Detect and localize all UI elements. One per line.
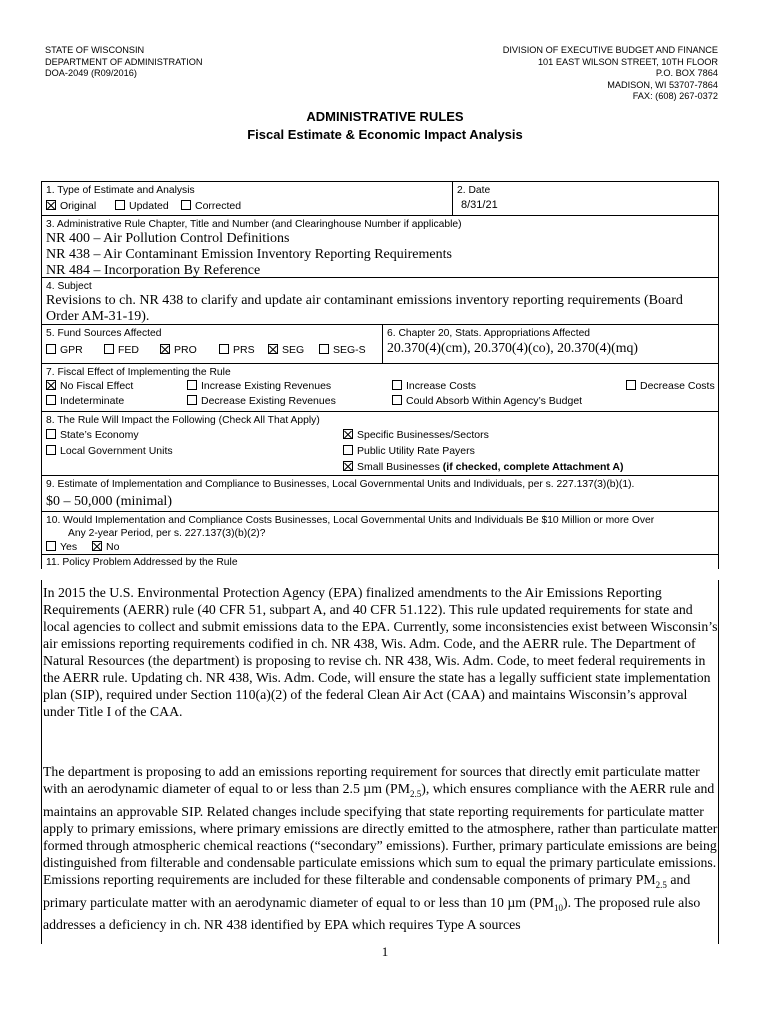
section-label: 5. Fund Sources Affected — [46, 328, 162, 339]
checkbox-specific-businesses[interactable] — [343, 429, 489, 441]
section-label: 2. Date — [457, 185, 491, 196]
checkbox-prs[interactable] — [219, 344, 255, 356]
estimate-value: $0 – 50,000 (minimal) — [46, 494, 172, 509]
checkbox-label: Small Businesses — [357, 461, 440, 473]
checkbox-pro[interactable] — [160, 344, 197, 356]
header-division — [503, 45, 718, 103]
section-implementation-estimate — [42, 476, 718, 512]
checkbox-box[interactable] — [181, 200, 191, 210]
checkbox-decrease-costs[interactable] — [626, 380, 715, 392]
checkbox-seg[interactable] — [268, 344, 304, 356]
header-right-line: 101 EAST WILSON STREET, 10TH FLOOR — [537, 56, 718, 67]
checkbox-label: Specific Businesses/Sectors — [357, 429, 489, 441]
rule-line: NR 400 – Air Pollution Control Definitions — [46, 231, 290, 246]
checkbox-box[interactable] — [46, 200, 56, 210]
checkbox-corrected[interactable] — [181, 200, 241, 212]
checkbox-label: Indeterminate — [60, 395, 125, 407]
section-fiscal-effect — [42, 364, 718, 412]
attachment-note: (if checked, complete Attachment A) — [442, 461, 624, 473]
checkbox-box[interactable] — [46, 344, 56, 354]
section-label: 10. Would Implementation and Compliance Costs Businesses, Local Governmental Units and Individuals Be $10 Million or more Over — [46, 515, 655, 526]
checkbox-label: FED — [118, 344, 139, 356]
checkbox-increase-costs[interactable] — [392, 380, 476, 392]
checkbox-box[interactable] — [46, 429, 56, 439]
header-right-line: MADISON, WI 53707-7864 — [607, 79, 718, 90]
checkbox-label: State’s Economy — [60, 429, 139, 441]
section-subject — [42, 278, 718, 325]
checkbox-box[interactable] — [187, 380, 197, 390]
section-ten-million — [42, 512, 718, 555]
checkbox-label: Original — [60, 200, 97, 212]
page-title: ADMINISTRATIVE RULES — [306, 109, 464, 124]
checkbox-box[interactable] — [392, 380, 402, 390]
checkbox-absorb-budget[interactable] — [392, 395, 582, 407]
checkbox-utility-rate-payers[interactable] — [343, 445, 475, 457]
checkbox-label: SEG — [282, 344, 305, 356]
checkbox-box[interactable] — [46, 380, 56, 390]
row-type-date — [42, 182, 718, 216]
section-rule-impact — [42, 412, 718, 476]
section-label: 1. Type of Estimate and Analysis — [46, 185, 195, 196]
checkbox-box[interactable] — [343, 461, 353, 471]
checkbox-box[interactable] — [343, 445, 353, 455]
checkbox-label: PRO — [174, 344, 197, 356]
header-agency — [45, 45, 203, 80]
section-label: 8. The Rule Will Impact the Following (Check All That Apply) — [46, 415, 320, 426]
header-right-line: P.O. BOX 7864 — [655, 68, 718, 78]
checkbox-fed[interactable] — [104, 344, 139, 356]
section-label-continued: Any 2-year Period, per s. 227.137(3)(b)(2)? — [68, 528, 266, 539]
checkbox-box[interactable] — [392, 395, 402, 405]
header-right-line: FAX: (608) 267-0372 — [632, 91, 718, 101]
subject-value: Revisions to ch. NR 438 to clarify and update air contaminant emissions inventory reporting requirements (Board Order AM-31-19). — [46, 293, 683, 324]
paragraph-text: The department is proposing to add an emissions reporting requirement for sources that directly emit particulate matter with an aerodynamic diameter of equal to or less than 2.5 µm (PM — [43, 764, 700, 796]
checkbox-decrease-revenues[interactable] — [187, 395, 336, 407]
checkbox-label: PRS — [233, 344, 255, 356]
paragraph-text: ), which ensures compliance with the AERR rule and maintains an approvable SIP. Related changes include specifying that state reporting requirements for particulate matter apply to primary emissions, where primary emissions are directly emitted to the atmosphere, rather than particulate matter formed through atmospheric chemical reactions (“secondary” emissions). Further, primary particulate emissions are being distinguished from filterable and condensable particulate emissions which sum to equal the primary particulate emissions. Emissions reporting requirements are included for these filterable and condensable components of primary PM — [43, 781, 718, 887]
checkbox-label: Corrected — [195, 200, 242, 212]
checkbox-box[interactable] — [219, 344, 229, 354]
section-label: 4. Subject — [46, 281, 92, 292]
checkbox-box[interactable] — [343, 429, 353, 439]
page-subtitle: Fiscal Estimate & Economic Impact Analysis — [247, 127, 523, 142]
checkbox-label: GPR — [60, 344, 83, 356]
section-policy-problem — [42, 555, 718, 569]
checkbox-no[interactable] — [92, 541, 119, 553]
header-right-line: DIVISION OF EXECUTIVE BUDGET AND FINANCE — [502, 45, 718, 55]
checkbox-box[interactable] — [46, 541, 56, 551]
header-left-line: STATE OF WISCONSIN — [45, 45, 145, 55]
policy-paragraph-2 — [43, 763, 719, 933]
section-date — [453, 182, 498, 211]
paragraph-text: ). The proposed rule also addresses a deficiency in ch. NR 438 identified by EPA which requires Type A sources — [43, 894, 701, 933]
checkbox-label: Updated — [129, 200, 169, 212]
checkbox-label: Decrease Costs — [640, 380, 715, 392]
checkbox-indeterminate[interactable] — [46, 395, 124, 407]
subscript: 10 — [554, 902, 563, 913]
section-fund-sources — [42, 325, 383, 364]
checkbox-label: SEG-S — [333, 344, 366, 356]
checkbox-label: Decrease Existing Revenues — [201, 395, 336, 407]
checkbox-box[interactable] — [319, 344, 329, 354]
checkbox-yes[interactable] — [46, 541, 77, 553]
checkbox-label: Public Utility Rate Payers — [357, 445, 475, 457]
header-left-line: DOA-2049 (R09/2016) — [45, 68, 137, 78]
checkbox-box[interactable] — [115, 200, 125, 210]
checkbox-label: Local Government Units — [60, 445, 173, 457]
checkbox-states-economy[interactable] — [46, 429, 139, 441]
row-fund-appropriations — [42, 325, 718, 364]
checkbox-seg-s[interactable] — [319, 344, 366, 356]
checkbox-box[interactable] — [92, 541, 102, 551]
checkbox-box[interactable] — [46, 445, 56, 455]
checkbox-box[interactable] — [268, 344, 278, 354]
checkbox-label: Yes — [60, 541, 78, 553]
policy-paragraph-1: In 2015 the U.S. Environmental Protection Agency (EPA) finalized amendments to the Air Emissions Reporting Requirements (AERR) rule (40 CFR 51, subpart A, and 40 CFR 51.122). This rule updated requirements for state and local agencies to collect and submit emissions data to the EPA. Currently, some inconsistencies exist between Wisconsin’s air emissions reporting requirements codified in ch. NR 438, Wis. Adm. Code, and the AERR rule. The Department of Natural Resources (the department) is proposing to revise ch. NR 438, Wis. Adm. Code, to meet federal requirements in the AERR rule. Updating ch. NR 438, Wis. Adm. Code, will ensure the state has a legally sufficient state implementation plan (SIP), required under Section 110(a)(2) of the federal Clean Air Act (CAA) and maintains Wisconsin’s approval under Title I of the CAA. — [43, 585, 718, 719]
checkbox-local-government[interactable] — [46, 445, 173, 457]
fiscal-estimate-form — [41, 181, 719, 569]
checkbox-small-businesses[interactable] — [343, 461, 623, 473]
section-label: 6. Chapter 20, Stats. Appropriations Affected — [387, 328, 591, 339]
checkbox-label: Increase Existing Revenues — [201, 380, 332, 392]
checkbox-box[interactable] — [187, 395, 197, 405]
checkbox-label: Increase Costs — [406, 380, 477, 392]
checkbox-label: No — [106, 541, 120, 553]
section-label: 11. Policy Problem Addressed by the Rule — [46, 557, 238, 568]
checkbox-no-fiscal-effect[interactable] — [46, 380, 133, 392]
right-border — [718, 580, 719, 944]
checkbox-box[interactable] — [160, 344, 170, 354]
section-label: 9. Estimate of Implementation and Compliance to Businesses, Local Governmental Units and Individuals, per s. 227.137(3)(b)(1). — [46, 479, 635, 490]
left-border — [41, 580, 42, 944]
checkbox-updated[interactable] — [115, 200, 169, 212]
checkbox-box[interactable] — [626, 380, 636, 390]
header-left-line: DEPARTMENT OF ADMINISTRATION — [45, 56, 203, 67]
subscript: 2.5 — [409, 788, 422, 799]
section-type — [42, 182, 453, 216]
section-appropriations — [383, 325, 718, 356]
checkbox-label: Could Absorb Within Agency’s Budget — [406, 395, 583, 407]
date-value: 8/31/21 — [461, 199, 498, 211]
checkbox-increase-revenues[interactable] — [187, 380, 331, 392]
section-rule-chapter — [42, 216, 718, 278]
checkbox-box[interactable] — [46, 395, 56, 405]
checkbox-original[interactable] — [46, 200, 96, 212]
paragraph-text: and primary particulate matter with an aerodynamic diameter of equal to or less than 10 µm (PM — [43, 871, 691, 910]
checkbox-gpr[interactable] — [46, 344, 83, 356]
page-number: 1 — [381, 944, 389, 959]
section-label: 3. Administrative Rule Chapter, Title and Number (and Clearinghouse Number if applicable) — [46, 219, 462, 230]
section-label: 7. Fiscal Effect of Implementing the Rule — [46, 367, 231, 378]
checkbox-label: No Fiscal Effect — [60, 380, 134, 392]
rule-line: NR 484 – Incorporation By Reference — [46, 263, 261, 278]
rule-line: NR 438 – Air Contaminant Emission Inventory Reporting Requirements — [46, 247, 452, 262]
appropriations-value: 20.370(4)(cm), 20.370(4)(co), 20.370(4)(mq) — [387, 340, 638, 355]
subscript: 2.5 — [655, 879, 667, 890]
checkbox-box[interactable] — [104, 344, 114, 354]
